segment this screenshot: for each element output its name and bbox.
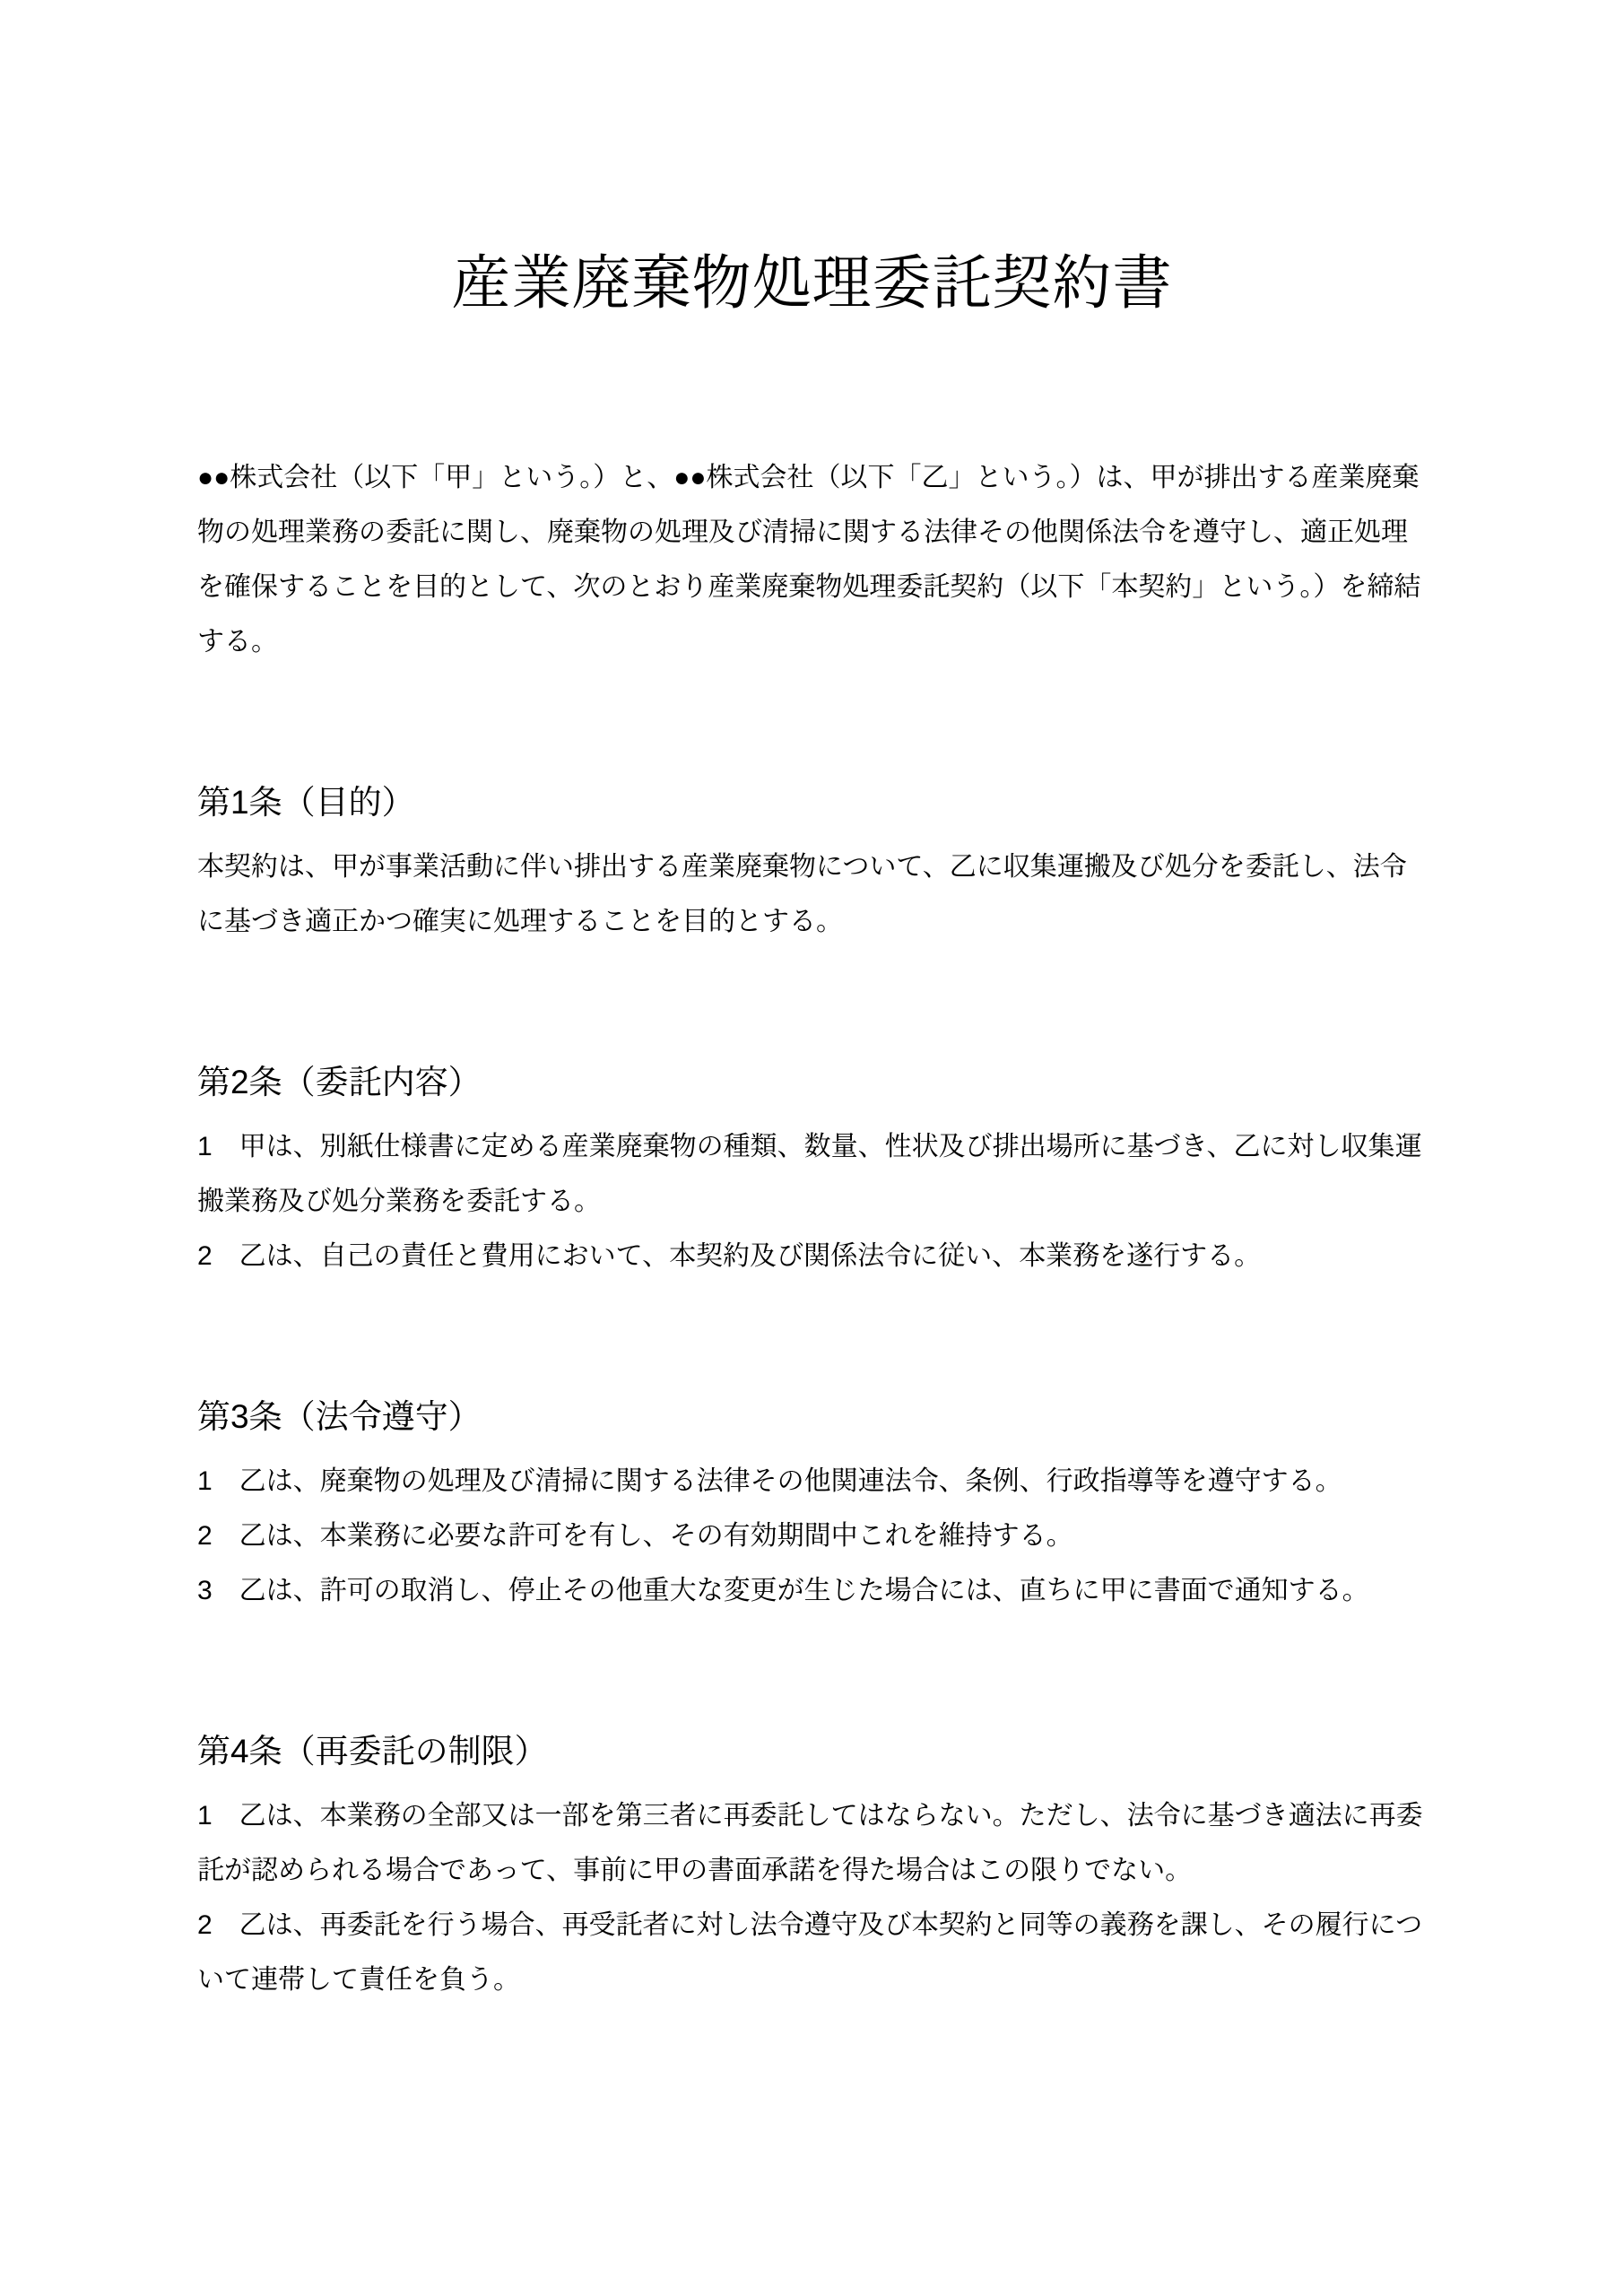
article-3-heading: 第3条（法令遵守）	[197, 1398, 482, 1435]
article-4-heading: 第4条（再委託の制限）	[197, 1733, 548, 1770]
intro-paragraph: ●●株式会社（以下「甲」という。）と、●●株式会社（以下「乙」という。）は、甲が排出する産業廃棄物の処理業務の委託に関し、廃棄物の処理及び清掃に関する法律その他関係法令を遵守し、適正処理を確保することを目的として、次のとおり産業廃棄物処理委託契約（以下「本契約」という。）を締結する。	[197, 463, 1421, 657]
article-3-item-1: 1 乙は、廃棄物の処理及び清掃に関する法律その他関連法令、条例、行政指導等を遵守する。	[197, 1466, 1342, 1496]
article-3-section	[197, 1396, 1427, 1618]
article-1-section	[197, 781, 1427, 949]
article-3-item-2: 2 乙は、本業務に必要な許可を有し、その有効期間中これを維持する。	[197, 1521, 1073, 1551]
article-1-heading: 第1条（目的）	[197, 784, 415, 821]
article-1-paragraph-1: 本契約は、甲が事業活動に伴い排出する産業廃棄物について、乙に収集運搬及び処分を委託し、法令に基づき適正かつ確実に処理することを目的とする。	[197, 852, 1407, 936]
article-4-item-1: 1 乙は、本業務の全部又は一部を第三者に再委託してはならない。ただし、法令に基づき適法に再委託が認められる場合であって、事前に甲の書面承諾を得た場合はこの限りでない。	[197, 1801, 1423, 1885]
article-4-section	[197, 1730, 1427, 2007]
article-4-item-2: 2 乙は、再委託を行う場合、再受託者に対し法令遵守及び本契約と同等の義務を課し、その履行について連帯して責任を負う。	[197, 1910, 1423, 1995]
document-title: 産業廃棄物処理委託契約書	[451, 249, 1173, 316]
article-2-heading: 第2条（委託内容）	[197, 1064, 482, 1100]
article-3-item-3: 3 乙は、許可の取消し、停止その他重大な変更が生じた場合には、直ちに甲に書面で通知する。	[197, 1576, 1369, 1605]
article-2-section	[197, 1061, 1427, 1283]
article-2-item-1: 1 甲は、別紙仕様書に定める産業廃棄物の種類、数量、性状及び排出場所に基づき、乙に対し収集運搬業務及び処分業務を委託する。	[197, 1132, 1422, 1216]
article-2-item-2: 2 乙は、自己の責任と費用において、本契約及び関係法令に従い、本業務を遂行する。	[197, 1241, 1262, 1271]
